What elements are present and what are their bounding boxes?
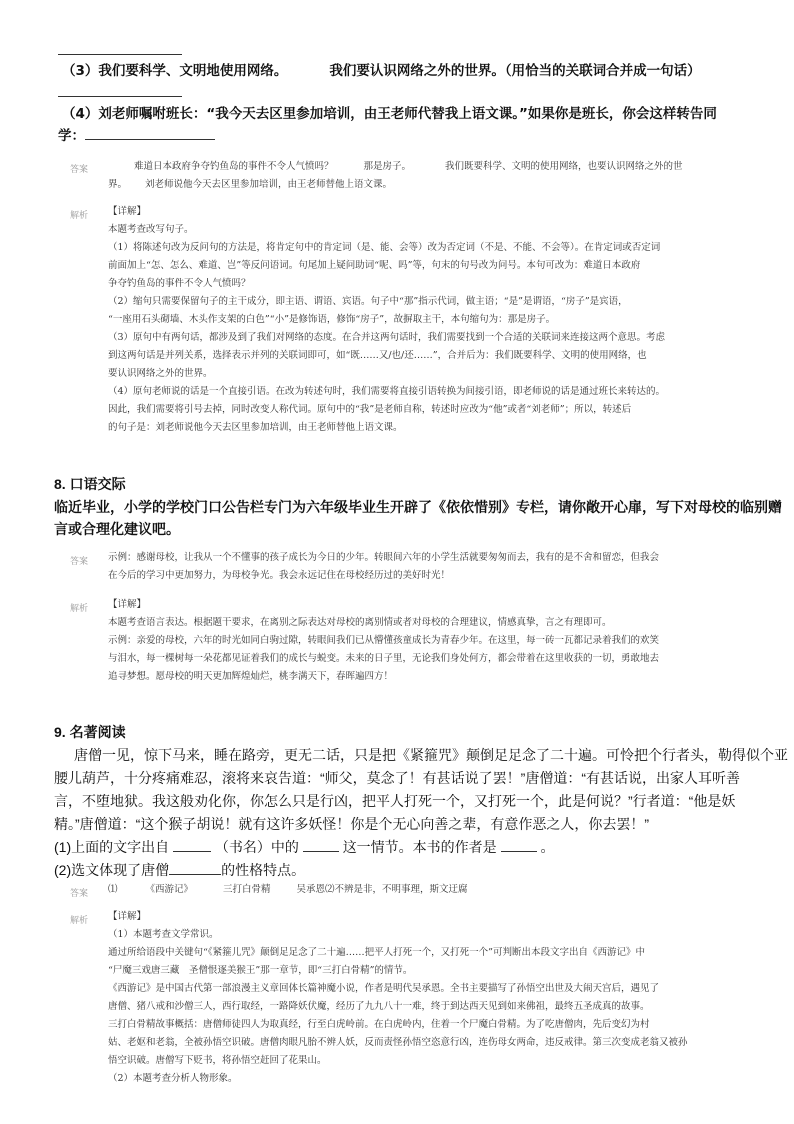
answer-block-1 bbox=[108, 158, 748, 194]
analysis-line: （3）原句中有两句话，都涉及到了我们对网络的态度。在合并这两句话时，我们需要找到一个合适的关联词来连接这两个意思。考虑 bbox=[108, 332, 666, 343]
answer-part: 三打白骨精 bbox=[223, 884, 271, 895]
answer-part: 吴承恩⑵不辨是非，不明事理，斯文迂腐 bbox=[296, 884, 468, 895]
analysis-line: 三打白骨精故事概括：唐僧师徒四人为取真经，行至白虎岭前。在白虎岭内，住着一个尸魔白骨精。为了吃唐僧肉，先后变幻为村 bbox=[108, 1019, 650, 1030]
analysis-line: 前面加上“怎、怎么、难道、岂”等反问语词。句尾加上疑问助词“呢、吗”等，句末的句号改为问号。本句可改为：难道日本政府 bbox=[108, 260, 641, 271]
sub1-text: (1)上面的文字出自 bbox=[54, 839, 170, 855]
q4-answer-blank[interactable] bbox=[85, 125, 215, 140]
analysis-line: （2）缩句只需要保留句子的主干成分，即主语、谓语、宾语。句子中“那”指示代词，做主语；“是”是谓语，“房子”是宾语， bbox=[108, 296, 628, 307]
section-8-prompt-line: 临近毕业，小学的学校门口公告栏专门为六年级毕业生开辟了《依依惜别》专栏，请你敞开心扉，写下对母校的临别赠 bbox=[54, 499, 782, 515]
analysis-line: 与泪水，每一棵树每一朵花都见证着我们的成长与蜕变。未来的日子里，无论我们身处何方，都会带着在这里收获的一切，勇敢地去 bbox=[108, 653, 660, 664]
detail-heading: 【详解】 bbox=[108, 911, 147, 922]
sub-question-1 bbox=[54, 836, 784, 859]
analysis-tag: 解析 bbox=[70, 211, 89, 221]
answer-1-1: 难道日本政府争夺钓鱼岛的事件不令人气愤吗？ bbox=[134, 161, 334, 172]
analysis-line: “一座用石头砌墙、木头作支架的白色”“小”是修饰语，修饰“房子”，故摒取主干，本句缩句为：那是房子。 bbox=[108, 314, 556, 325]
blank-line-q4-top bbox=[58, 96, 182, 97]
analysis-line: （2）本题考查分析人物形象。 bbox=[108, 1073, 238, 1084]
question-3 bbox=[62, 60, 762, 82]
analysis-line: 到这两句话是并列关系，选择表示并列的关联词即可，如“既……又/也/还……”，合并后为：我们既要科学、文明的使用网络，也 bbox=[108, 350, 647, 361]
sub1-text: （书名）中的 bbox=[214, 839, 299, 855]
q3-part2: 我们要认识网络之外的世界。 bbox=[329, 63, 505, 79]
analysis-line: 的句子是：刘老师说他今天去区里参加培训，由王老师替他上语文课。 bbox=[108, 422, 403, 433]
passage-line: 唐僧一见，惊下马来，睡在路旁，更无二话，只是把《紧箍咒》颠倒足足念了二十遍。可怜把个行者头，勒得似个亚 bbox=[74, 747, 788, 763]
analysis-line: （1）本题考查文学常识。 bbox=[108, 929, 219, 940]
q3-label: （3）我们要科学、文明地使用网络。 bbox=[62, 63, 288, 79]
analysis-line: 争夺钓鱼岛的事件不令人气愤吗？ bbox=[108, 278, 251, 289]
analysis-line: 示例：亲爱的母校，六年的时光如同白驹过隙，转眼间我们已从懵懂孩童成长为青春少年。在这里，每一砖一瓦都记录着我们的欢笑 bbox=[108, 635, 660, 646]
character-trait-blank[interactable] bbox=[169, 862, 221, 875]
answer-line: 示例：感谢母校，让我从一个不懂事的孩子成长为今日的少年。转眼间六年的小学生活就要匆匆而去，我有的是不舍和留恋，但我会 bbox=[108, 552, 660, 563]
detail-heading: 【详解】 bbox=[108, 599, 147, 610]
q4-line2: 学： bbox=[58, 128, 85, 144]
sub2-text: 的性格特点。 bbox=[221, 862, 306, 878]
episode-blank[interactable] bbox=[303, 839, 339, 852]
analysis-line: “尸魔三戏唐三藏 圣僧恨逐美猴王”那一章节，即“三打白骨精”的情节。 bbox=[108, 965, 413, 976]
passage-line: 言，不堕地狱。我这般劝化你，你怎么只是行凶，把平人打死一个，又打死一个，此是何说？”行者道：“他是妖 bbox=[54, 793, 736, 809]
answer-tag: 答案 bbox=[70, 557, 89, 567]
answer-line: 在今后的学习中更加努力，为母校争光。我会永远记住在母校经历过的美好时光！ bbox=[108, 570, 451, 581]
analysis-line: 悟空识破。唐僧写下贬书，将孙悟空赶回了花果山。 bbox=[108, 1055, 327, 1066]
analysis-line: 本题考查改写句子。 bbox=[108, 224, 194, 235]
sub2-text: (2)选文体现了唐僧 bbox=[54, 862, 170, 878]
analysis-tag: 解析 bbox=[70, 916, 89, 926]
passage-line: 精。”唐僧道：“这个猴子胡说！就有这许多妖怪！你是个无心向善之辈，有意作恶之人，你去罢！” bbox=[54, 816, 649, 832]
q3-instruction: （用恰当的关联词合并成一句话） bbox=[504, 63, 701, 79]
section-9-passage bbox=[54, 744, 788, 882]
analysis-block-8 bbox=[108, 596, 748, 686]
sub1-text: 这一情节。本书的作者是 bbox=[342, 839, 497, 855]
answer-tag: 答案 bbox=[70, 889, 89, 899]
answer-1-3: 我们既要科学、文明的使用网络，也要认识网络之外的世 bbox=[445, 161, 683, 172]
sub-question-2 bbox=[54, 859, 784, 882]
answer-part: ⑴ bbox=[108, 884, 118, 895]
section-8-title: 8. 口语交际 bbox=[54, 476, 126, 492]
passage-line: 腰儿葫芦，十分疼痛难忍，滚将来哀告道：“师父，莫念了！有甚话说了罢！”唐僧道：“有甚话说，出家人耳听善 bbox=[54, 770, 740, 786]
analysis-line: （1）将陈述句改为反问句的方法是，将肯定句中的肯定词（是、能、会等）改为否定词（不是、不能、不会等）。在肯定词或否定词 bbox=[108, 242, 661, 253]
detail-heading: 【详解】 bbox=[108, 206, 147, 217]
answer-block-9 bbox=[108, 881, 748, 899]
analysis-block-1 bbox=[108, 203, 748, 437]
answer-1-3b: 界。 bbox=[108, 179, 128, 190]
question-4 bbox=[58, 103, 782, 147]
section-9-title: 9. 名著阅读 bbox=[54, 724, 126, 740]
analysis-line: 因此，我们需要将引号去掉，同时改变人称代词。原句中的“我”是老师自称，转述时应改为“他”或者“刘老师”；所以，转述后 bbox=[108, 404, 632, 415]
book-name-blank[interactable] bbox=[173, 839, 211, 852]
author-blank[interactable] bbox=[501, 839, 537, 852]
analysis-line: 本题考查语言表达。根据题干要求，在离别之际表达对母校的离别情或者对母校的合理建议，情感真挚，言之有理即可。 bbox=[108, 617, 612, 628]
sub1-text: 。 bbox=[540, 839, 555, 855]
analysis-line: 要认识网络之外的世界。 bbox=[108, 368, 213, 379]
answer-1-4: 刘老师说他今天去区里参加培训，由王老师替他上语文课。 bbox=[145, 179, 393, 190]
analysis-tag: 解析 bbox=[70, 604, 89, 614]
q4-line1: （4）刘老师嘱咐班长：“我今天去区里参加培训，由王老师代替我上语文课。”如果你是班长，你会这样转告同 bbox=[62, 106, 717, 122]
analysis-line: 追寻梦想。愿母校的明天更加辉煌灿烂，桃李满天下，春晖遍四方！ bbox=[108, 671, 394, 682]
answer-1-2: 那是房子。 bbox=[363, 161, 412, 172]
answer-tag: 答案 bbox=[70, 165, 89, 175]
section-8-prompt bbox=[54, 496, 782, 540]
analysis-block-9 bbox=[108, 908, 748, 1088]
analysis-line: 姑、老妪和老翁，全被孙悟空识破。唐僧肉眼凡胎不辨人妖，反而责怪孙悟空恣意行凶，连伤母女两命，违反戒律。第三次变成老翁又被孙 bbox=[108, 1037, 688, 1048]
analysis-line: 唐僧、猪八戒和沙僧三人，西行取经，一路降妖伏魔，经历了九九八十一难，终于到达西天见到如来佛祖，最终五圣成真的故事。 bbox=[108, 1001, 650, 1012]
analysis-line: 《西游记》是中国古代第一部浪漫主义章回体长篇神魔小说，作者是明代吴承恩。全书主要描写了孙悟空出世及大闹天宫后，遇见了 bbox=[108, 983, 660, 994]
analysis-line: 通过所给语段中关键句“《紧箍儿咒》颠倒足足念了二十遍……把平人打死一个，又打死一个”可判断出本段文字出自《西游记》中 bbox=[108, 947, 645, 958]
section-8-prompt-line: 言或合理化建议吧。 bbox=[54, 521, 180, 537]
analysis-line: （4）原句老师说的话是一个直接引语。在改为转述句时，我们需要将直接引语转换为间接引语，即老师说的话是通过班长来转达的。 bbox=[108, 386, 666, 397]
blank-line-q3 bbox=[58, 54, 182, 55]
answer-block-8 bbox=[108, 549, 748, 585]
answer-part: 《西游记》 bbox=[145, 884, 194, 895]
